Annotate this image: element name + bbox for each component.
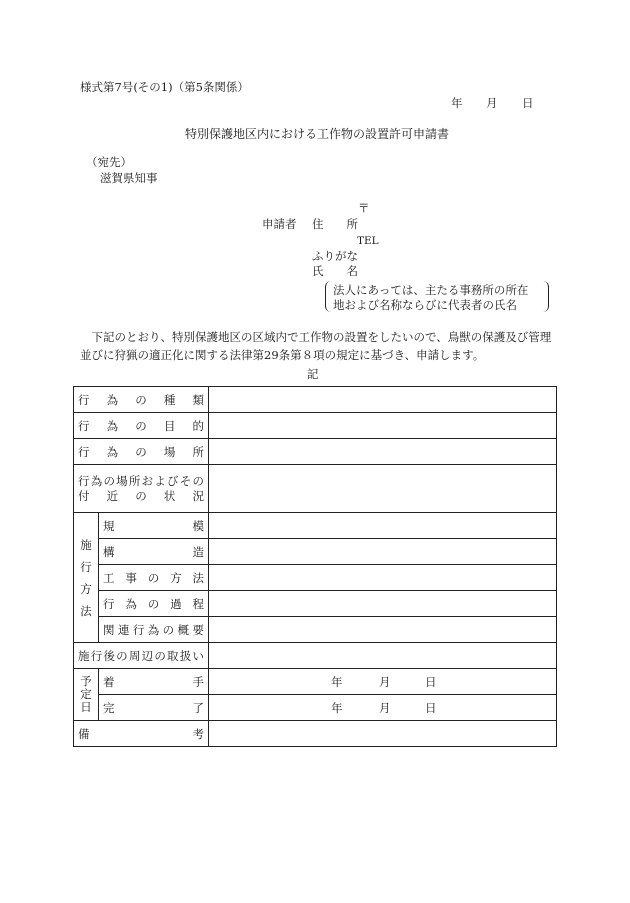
scale-input[interactable] [209, 513, 557, 539]
completion-day-unit: 日 [425, 701, 437, 715]
addressee-name: 滋賀県知事 [100, 171, 158, 185]
ki-label: 記 [307, 367, 319, 381]
row-surroundings [74, 465, 557, 513]
remarks-label: 備考 [74, 721, 209, 747]
furigana-label: ふりがな [312, 249, 358, 263]
completion-month-unit: 月 [379, 701, 391, 715]
row-post-treatment [74, 643, 557, 669]
remarks-input[interactable] [209, 721, 557, 747]
completion-date-input[interactable] [209, 695, 557, 721]
post-treatment-label: 施行後の周辺の取扱い [74, 643, 209, 669]
start-day-unit: 日 [425, 675, 437, 689]
application-form-table [73, 386, 557, 747]
start-label: 着手 [99, 669, 209, 695]
date-month-label: 月 [486, 96, 498, 110]
completion-label: 完了 [99, 695, 209, 721]
row-remarks [74, 721, 557, 747]
completion-year-unit: 年 [331, 701, 343, 715]
date-year-label: 年 [451, 96, 463, 110]
document-title: 特別保護地区内における工作物の設置許可申請書 [185, 127, 450, 141]
form-number: 様式第7号(その1)（第5条関係） [80, 80, 249, 94]
act-type-label: 行為の種類 [74, 387, 209, 413]
surroundings-label-line2: 付近の状況 [78, 488, 204, 503]
scale-label: 規模 [99, 513, 209, 539]
row-structure [74, 539, 557, 565]
method-group-char-3: 方 [80, 581, 92, 596]
act-process-input[interactable] [209, 591, 557, 617]
post-treatment-input[interactable] [209, 643, 557, 669]
name-label: 氏 名 [312, 264, 358, 278]
corporate-note-line2: 地および名称ならびに代表者の氏名 [333, 298, 517, 312]
row-completion [74, 695, 557, 721]
construction-method-input[interactable] [209, 565, 557, 591]
schedule-group-label [74, 669, 99, 721]
body-paragraph: 下記のとおり、特別保護地区の区域内で工作物の設置をしたいので、鳥獣の保護及び管理並びに狩猟の適正化に関する法律第29条第８項の規定に基づき、申請します。 [80, 330, 552, 362]
start-year-unit: 年 [331, 675, 343, 689]
surroundings-label-line1: 行為の場所およびその [78, 473, 204, 488]
start-date-input[interactable] [209, 669, 557, 695]
schedule-group-char-1: 予 [80, 674, 92, 688]
schedule-group-char-3: 日 [80, 700, 92, 714]
postal-mark: 〒 [358, 201, 370, 215]
address-label: 住 所 [312, 217, 358, 231]
method-group-char-2: 行 [80, 559, 92, 574]
row-construction-method [74, 565, 557, 591]
construction-method-label: 工事の方法 [99, 565, 209, 591]
method-group-label [74, 513, 99, 643]
act-type-input[interactable] [209, 387, 557, 413]
act-place-label: 行為の場所 [74, 439, 209, 465]
act-purpose-input[interactable] [209, 413, 557, 439]
act-process-label: 行為の過程 [99, 591, 209, 617]
row-act-purpose [74, 413, 557, 439]
row-start [74, 669, 557, 695]
act-purpose-label: 行為の目的 [74, 413, 209, 439]
row-related-acts [74, 617, 557, 643]
row-act-type [74, 387, 557, 413]
structure-label: 構造 [99, 539, 209, 565]
related-acts-input[interactable] [209, 617, 557, 643]
start-month-unit: 月 [379, 675, 391, 689]
surroundings-input[interactable] [209, 465, 557, 513]
addressee-label: （宛先） [86, 155, 132, 169]
method-group-char-1: 施 [80, 537, 92, 552]
row-act-process [74, 591, 557, 617]
row-scale [74, 513, 557, 539]
surroundings-label [74, 465, 209, 513]
corporate-note-line1: 法人にあっては、主たる事務所の所在 [333, 283, 529, 297]
schedule-group-char-2: 定 [80, 687, 92, 701]
method-group-char-4: 法 [80, 603, 92, 618]
structure-input[interactable] [209, 539, 557, 565]
tel-label: TEL [357, 235, 379, 247]
date-day-label: 日 [522, 96, 534, 110]
applicant-label: 申請者 [262, 217, 297, 231]
related-acts-label: 関連行為の概要 [99, 617, 209, 643]
act-place-input[interactable] [209, 439, 557, 465]
row-act-place [74, 439, 557, 465]
